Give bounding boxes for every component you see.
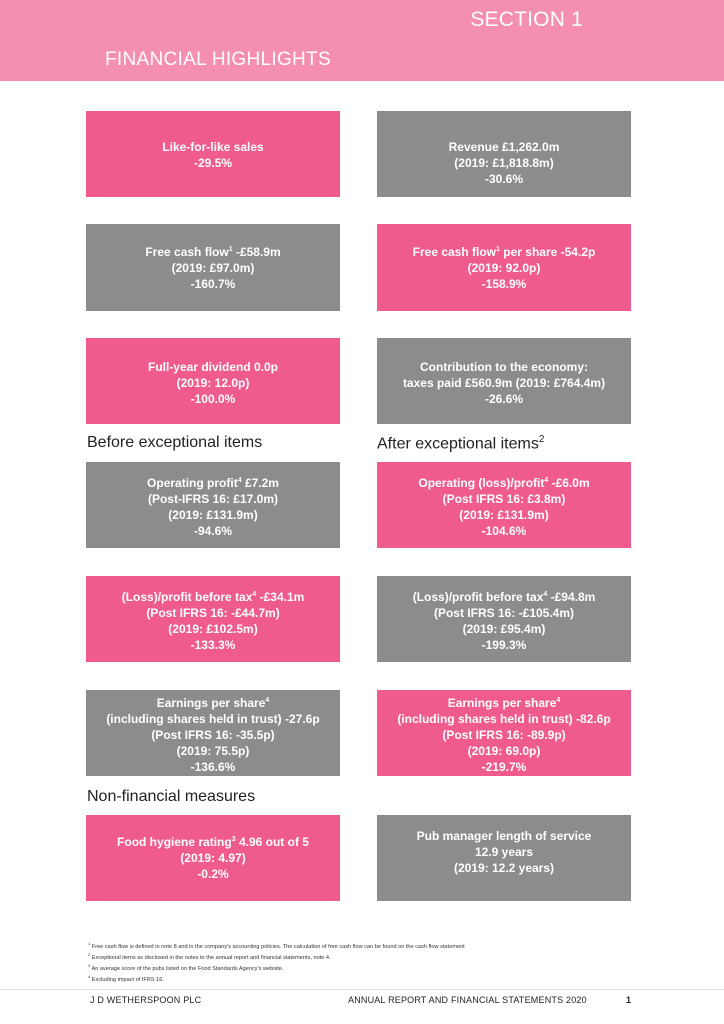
economy-label: Contribution to the economy: bbox=[420, 360, 588, 374]
eps-before-prior: (2019: 75.5p) bbox=[176, 744, 250, 758]
footnote: $^3$ An average score of the pubs listed on the Food Standards Agency's website. bbox=[88, 963, 284, 972]
revenue-change: -30.6% bbox=[484, 172, 524, 186]
header-banner bbox=[0, 0, 724, 81]
pbt-before-change: -133.3% bbox=[190, 638, 236, 652]
non-financial-heading: Non-financial measures bbox=[87, 788, 256, 805]
free-cash-flow-prior: (2019: £97.0m) bbox=[171, 261, 255, 275]
dividend-prior: (2019: 12.0p) bbox=[176, 376, 250, 390]
revenue-prior: (2019: £1,818.8m) bbox=[454, 156, 554, 170]
fcf-per-share-prior: (2019: 92.0p) bbox=[467, 261, 541, 275]
after-exceptional-heading: After exceptional items$^2$ bbox=[377, 434, 545, 453]
operating-profit-before-prior: (2019: £131.9m) bbox=[168, 508, 258, 522]
eps-after-label: Earnings per share$^4$ bbox=[447, 696, 561, 710]
footnote: $^2$ Exceptional items as disclosed in the notes to the annual report and financial statements, note 4. bbox=[88, 952, 331, 961]
eps-after-box bbox=[377, 690, 631, 776]
lfl-sales-box bbox=[86, 111, 340, 197]
dividend-label: Full-year dividend 0.0p bbox=[147, 360, 279, 374]
pbt-before-label: (Loss)/profit before tax$^4$ -£34.1m bbox=[121, 590, 305, 604]
pbt-after-ifrs: (Post IFRS 16: -£105.4m) bbox=[433, 606, 575, 620]
economy-change: -26.6% bbox=[484, 392, 524, 406]
eps-after-change: -219.7% bbox=[481, 760, 527, 774]
operating-profit-before-change: -94.6% bbox=[193, 524, 233, 538]
page-number: 1 bbox=[626, 995, 632, 1005]
section-label: SECTION 1 bbox=[470, 8, 583, 31]
manager-service-label: Pub manager length of service bbox=[416, 829, 592, 843]
pbt-after-prior: (2019: £95.4m) bbox=[462, 622, 546, 636]
lfl-sales-change: -29.5% bbox=[193, 156, 233, 170]
footnote: $^1$ Free cash flow is defined in note 8 and in the company's accounting policies. The calculation of free cash flow can be found on the cash flow statement bbox=[88, 941, 465, 950]
footnote: $^4$ Excluding impact of IFRS 16. bbox=[88, 974, 164, 984]
operating-profit-after-box bbox=[377, 462, 631, 548]
eps-before-ifrs: (Post IFRS 16: -35.5p) bbox=[151, 728, 275, 742]
food-hygiene-prior: (2019: 4.97) bbox=[180, 851, 246, 865]
eps-before-value: (including shares held in trust) -27.6p bbox=[106, 712, 320, 726]
pbt-after-change: -199.3% bbox=[481, 638, 527, 652]
pbt-after-label: (Loss)/profit before tax$^4$ -£94.8m bbox=[412, 590, 596, 604]
food-hygiene-label: Food hygiene rating$^3$ 4.96 out of 5 bbox=[117, 835, 309, 849]
manager-service-box bbox=[377, 815, 631, 901]
operating-profit-before-label: Operating profit$^4$ £7.2m bbox=[147, 476, 279, 490]
operating-profit-after-ifrs: (Post IFRS 16: £3.8m) bbox=[442, 492, 566, 506]
pbt-after-box bbox=[377, 576, 631, 662]
eps-after-ifrs: (Post IFRS 16: -89.9p) bbox=[442, 728, 566, 742]
footer-report-title: ANNUAL REPORT AND FINANCIAL STATEMENTS 2020 bbox=[348, 995, 587, 1005]
food-hygiene-box bbox=[86, 815, 340, 901]
food-hygiene-change: -0.2% bbox=[197, 867, 229, 881]
eps-before-box bbox=[86, 690, 340, 776]
free-cash-flow-change: -160.7% bbox=[190, 277, 236, 291]
eps-before-label: Earnings per share$^4$ bbox=[156, 696, 270, 710]
eps-after-value: (including shares held in trust) -82.6p bbox=[397, 712, 611, 726]
operating-profit-before-ifrs: (Post-IFRS 16: £17.0m) bbox=[147, 492, 279, 506]
eps-after-prior: (2019: 69.0p) bbox=[467, 744, 541, 758]
manager-service-years: 12.9 years bbox=[474, 845, 534, 859]
fcf-per-share-label: Free cash flow$^1$ per share -54.2p bbox=[412, 245, 596, 259]
fcf-per-share-box bbox=[377, 224, 631, 311]
operating-profit-before-box bbox=[86, 462, 340, 548]
footnotes bbox=[88, 940, 648, 984]
before-exceptional-heading: Before exceptional items bbox=[87, 434, 263, 451]
eps-before-change: -136.6% bbox=[190, 760, 236, 774]
operating-profit-after-prior: (2019: £131.9m) bbox=[459, 508, 549, 522]
footer-divider bbox=[0, 989, 724, 990]
pbt-before-box bbox=[86, 576, 340, 662]
page-title: FINANCIAL HIGHLIGHTS bbox=[105, 49, 331, 70]
lfl-sales-label: Like-for-like sales bbox=[162, 140, 264, 154]
fcf-per-share-change: -158.9% bbox=[481, 277, 527, 291]
pbt-before-prior: (2019: £102.5m) bbox=[168, 622, 258, 636]
free-cash-flow-label: Free cash flow$^1$ -£58.9m bbox=[145, 245, 281, 259]
revenue-box bbox=[377, 111, 631, 197]
dividend-box bbox=[86, 338, 340, 424]
operating-profit-after-label: Operating (loss)/profit$^4$ -£6.0m bbox=[418, 476, 590, 490]
footer-company: J D WETHERSPOON PLC bbox=[90, 995, 202, 1005]
free-cash-flow-box bbox=[86, 224, 340, 311]
economy-taxes: taxes paid £560.9m (2019: £764.4m) bbox=[402, 376, 606, 390]
manager-service-prior: (2019: 12.2 years) bbox=[453, 861, 555, 875]
revenue-label: Revenue £1,262.0m bbox=[448, 140, 560, 154]
dividend-change: -100.0% bbox=[190, 392, 236, 406]
economy-box bbox=[377, 338, 631, 424]
pbt-before-ifrs: (Post IFRS 16: -£44.7m) bbox=[146, 606, 280, 620]
operating-profit-after-change: -104.6% bbox=[481, 524, 527, 538]
